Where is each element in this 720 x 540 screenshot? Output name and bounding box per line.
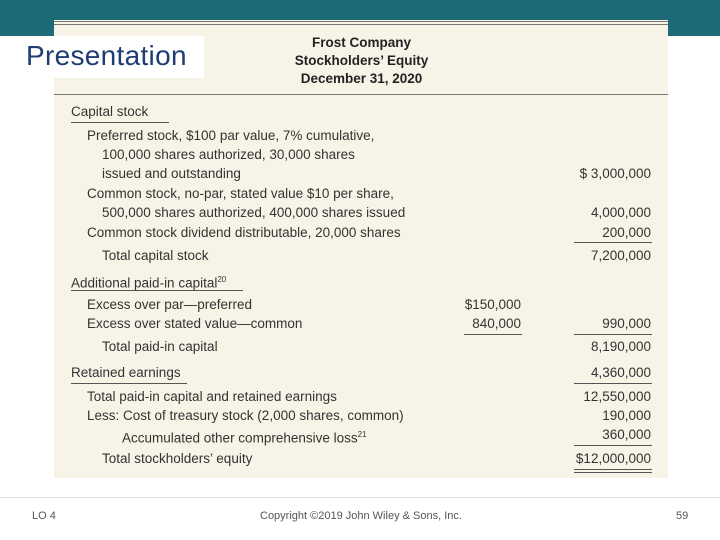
total-pic-re-amount: 12,550,000: [583, 389, 651, 404]
treasury-amount: 190,000: [602, 408, 651, 423]
double-underline-top: [574, 469, 652, 470]
header-divider: [54, 94, 668, 95]
preferred-line-3: issued and outstanding: [102, 166, 241, 181]
treasury-label: Less: Cost of treasury stock (2,000 shares, common): [87, 408, 404, 423]
apic-total-amount: 990,000: [602, 316, 651, 331]
statement-title: Stockholders’ Equity: [294, 53, 429, 68]
total-capital-label: Total capital stock: [102, 248, 209, 263]
retained-amount: 4,360,000: [590, 365, 651, 380]
statement-header: [214, 34, 509, 88]
aoci-label: [122, 427, 367, 447]
preferred-amount: $ 3,000,000: [579, 166, 651, 181]
company-name: Frost Company: [311, 35, 411, 50]
common-amount: 4,000,000: [590, 205, 651, 220]
footnote-marker: 21: [357, 430, 367, 439]
statement-panel: [54, 20, 668, 478]
total-pic-re-label: Total paid-in capital and retained earnings: [87, 389, 337, 404]
footer-divider: [0, 497, 720, 498]
dividend-label: Common stock dividend distributable, 20,000 shares: [87, 225, 401, 240]
amount-underline: [574, 242, 652, 243]
preferred-line-2: 100,000 shares authorized, 30,000 shares: [102, 147, 355, 162]
excess-pref-amount: $150,000: [464, 297, 521, 312]
learning-objective-label: LO 4: [32, 510, 56, 522]
total-se-label: Total stockholders’ equity: [102, 451, 253, 466]
excess-pref-label: Excess over par—preferred: [87, 297, 253, 312]
excess-common-amount: 840,000: [472, 316, 521, 331]
heading-underline: [71, 290, 243, 291]
preferred-line-1: Preferred stock, $100 par value, 7% cumulative,: [87, 128, 375, 143]
capital-stock-heading: Capital stock: [71, 104, 149, 119]
excess-common-label: Excess over stated value—common: [87, 316, 303, 331]
aoci-amount: 360,000: [602, 427, 651, 442]
slide-title: Presentation: [26, 40, 187, 71]
aoci-label-text: Accumulated other comprehensive loss: [122, 430, 358, 446]
amount-underline: [574, 383, 652, 384]
panel-rule: [54, 24, 668, 25]
statement-date: December 31, 2020: [300, 71, 423, 86]
common-line-2: 500,000 shares authorized, 400,000 shares issued: [102, 205, 406, 220]
slide-title-box: [18, 36, 204, 78]
footnote-marker: 20: [217, 275, 227, 284]
total-capital-amount: 7,200,000: [590, 248, 651, 263]
apic-heading-text: Additional paid-in capital: [71, 275, 218, 291]
total-paid-in-label: Total paid-in capital: [102, 339, 218, 354]
dividend-amount: 200,000: [602, 225, 651, 240]
apic-heading: [71, 272, 226, 292]
total-paid-in-amount: 8,190,000: [590, 339, 651, 354]
amount-underline: [464, 334, 522, 335]
double-underline-bottom: [574, 472, 652, 473]
amount-underline: [574, 445, 652, 446]
retained-label: Retained earnings: [71, 365, 181, 380]
heading-underline: [71, 122, 169, 123]
page-number: 59: [676, 510, 689, 522]
panel-rule: [54, 21, 668, 22]
amount-underline: [574, 334, 652, 335]
copyright-notice: Copyright ©2019 John Wiley & Sons, Inc.: [260, 510, 462, 522]
heading-underline: [71, 383, 187, 384]
common-line-1: Common stock, no-par, stated value $10 per share,: [87, 186, 394, 201]
total-se-amount: $12,000,000: [575, 451, 651, 466]
